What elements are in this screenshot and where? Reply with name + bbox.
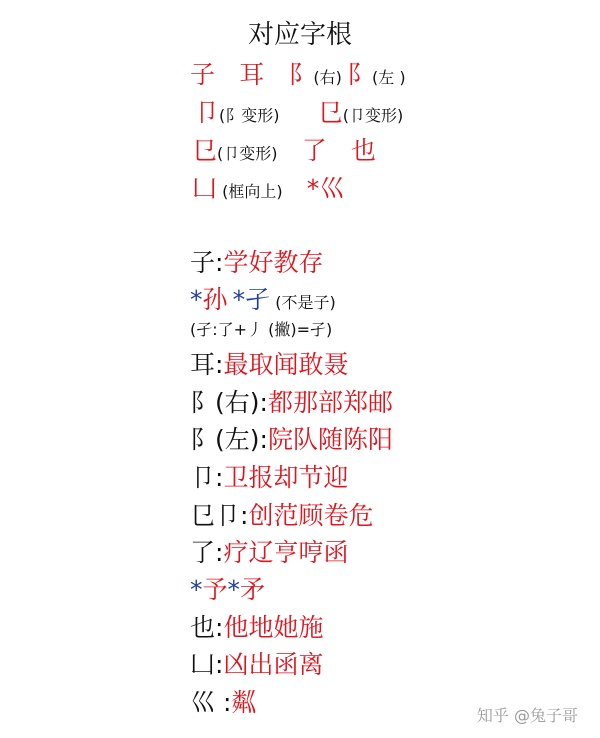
- root-kan-note: (框向上): [222, 182, 283, 201]
- root-chuan: *巛: [306, 174, 345, 203]
- example-chars: 最取闻敢聂: [223, 350, 349, 379]
- root-row-2: [194, 100, 403, 125]
- example-kan: [190, 652, 323, 677]
- example-er: [190, 352, 348, 377]
- example-char-mao: 矛: [240, 575, 266, 604]
- example-char-yu: 予: [202, 575, 228, 604]
- root-jie-variant-2: 㔾: [192, 136, 218, 165]
- star-mark: *: [190, 575, 203, 604]
- example-chars: 粼: [231, 688, 257, 717]
- star-mark: *: [227, 575, 241, 604]
- example-chars: 他地她施: [223, 613, 324, 642]
- root-jie-note: (阝变形): [219, 106, 280, 125]
- root-jie-variant-2-note: (卩变形): [217, 144, 278, 163]
- example-fu-left: [190, 427, 393, 452]
- example-char-jie: 孑: [245, 285, 271, 314]
- example-label: 㔾卩:: [190, 501, 249, 530]
- example-label: 耳:: [190, 350, 224, 379]
- star-mark: *: [232, 285, 246, 314]
- example-chars: 卫报却节迎: [223, 463, 349, 492]
- example-label: 子:: [190, 248, 224, 277]
- root-fu-right-note: (右): [313, 68, 342, 87]
- example-label: 卩:: [190, 463, 224, 492]
- root-row-4: [192, 176, 344, 201]
- root-fu-right: 阝: [288, 60, 314, 89]
- root-jie-variant: 㔾: [317, 98, 343, 127]
- root-zi: 子: [190, 60, 216, 89]
- example-ye: [190, 615, 323, 640]
- root-row-3: [192, 138, 376, 163]
- example-label: 巛 :: [190, 688, 232, 717]
- root-jie: 卩: [194, 98, 220, 127]
- root-row-1: [190, 62, 406, 87]
- example-note: (不是子): [275, 293, 336, 312]
- example-char-sun: 孙: [202, 285, 228, 314]
- example-chuan: [190, 690, 256, 715]
- root-kan: 凵: [192, 174, 218, 203]
- example-jie3: [190, 503, 373, 528]
- example-label: 阝(右):: [190, 388, 268, 417]
- example-chars: 凶出函离: [223, 650, 324, 679]
- example-chars: 院队随陈阳: [267, 425, 393, 454]
- root-jie-variant-note: (卩变形): [342, 106, 404, 125]
- page-title: 对应字根: [247, 20, 352, 50]
- example-jie2: [190, 465, 348, 490]
- example-chars: 创范顾卷危: [248, 501, 374, 530]
- example-jie-formula: (孑:了+丿 (撇)=孑): [190, 320, 333, 339]
- example-liao: [190, 540, 348, 565]
- example-chars: 疗辽亨哼函: [223, 538, 349, 567]
- root-liao: 了: [301, 136, 327, 165]
- example-sun: [190, 287, 336, 312]
- example-chars: 学好教存: [223, 248, 324, 277]
- root-fu-left: 阝: [347, 60, 373, 89]
- root-fu-left-note: (左 ): [372, 68, 406, 87]
- example-label: 了:: [190, 538, 224, 567]
- root-ye: 也: [350, 136, 376, 165]
- example-fu-right: [190, 390, 393, 415]
- example-yu: [190, 577, 265, 602]
- star-mark: *: [190, 285, 203, 314]
- example-label: 也:: [190, 613, 224, 642]
- example-chars: 都那部郑邮: [267, 388, 393, 417]
- root-er: 耳: [239, 60, 265, 89]
- example-zi: [190, 250, 323, 275]
- example-label: 凵:: [190, 650, 224, 679]
- watermark: 知乎 @兔子哥: [476, 706, 578, 725]
- example-label: 阝(左):: [190, 425, 268, 454]
